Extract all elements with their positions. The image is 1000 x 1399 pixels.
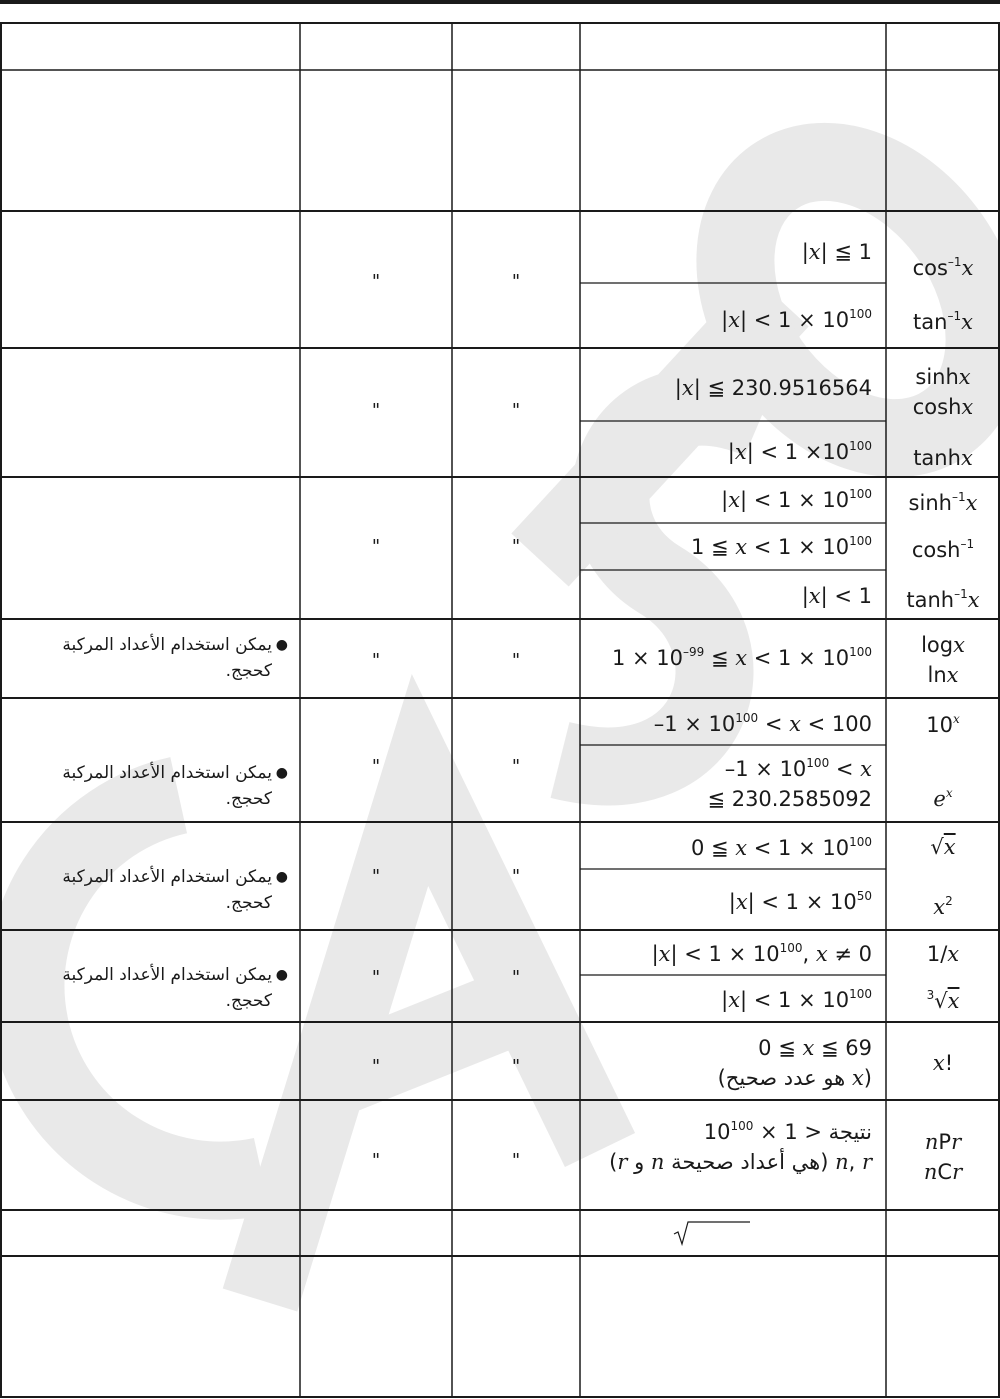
bullet-icon: ● [275,637,288,653]
cond-cbrt: $|x| < 1 \times 10^{100}$ [721,987,872,1012]
complex-args-note: ● يمكن استخدام الأعداد المركبة كحجج. [20,760,300,816]
func-exp: $e^x$ [933,786,953,811]
func-npr-ncr: nPr nCr [923,1130,963,1184]
ditto-mark: " [371,756,381,777]
cond-reciprocal: $|x| < 1 \times 10^{100}$, x ≠ 0 [651,941,872,966]
cond-square: $|x| < 1 \times 10^{50}$ [728,889,872,914]
ditto-mark: " [371,866,381,887]
ditto-mark: " [511,400,521,421]
ditto-mark: " [371,1150,381,1171]
ditto-mark: " [511,650,521,671]
cond-pow10: $-1 \times 10^{100} < x < 100$ [653,711,872,736]
cond-tanh: $|x| < 1 \times 10^{100}$ [727,439,872,464]
func-arctanh: $\tanh^{-1}x$ [906,587,980,612]
ditto-mark: " [511,1150,521,1171]
complex-args-note: ● يمكن استخدام الأعداد المركبة كحجج. [20,632,300,688]
func-arcsinh: $\sinh^{-1}x$ [908,490,978,515]
func-cbrt: $^3$√x [926,988,960,1013]
bullet-icon: ● [275,967,288,983]
func-square: $x^2$ [933,894,953,919]
cond-permutation: نتيجة < $1 \times 10^{100}$ n, r (هي أعداد صحيحة n و r) [609,1119,872,1174]
func-pow10: 10$^x$ [926,712,960,737]
cond-arctanh: |x| < 1 [801,584,872,608]
ditto-mark: " [511,866,521,887]
ditto-mark: " [511,756,521,777]
func-sinh-cosh: sinhx coshx [912,365,974,419]
ditto-mark: " [371,650,381,671]
complex-args-note: ● يمكن استخدام الأعداد المركبة كحجج. [20,864,300,920]
cond-factorial: 0 ≦ x ≦ 69 (x هو عدد صحيح) [717,1036,872,1090]
ditto-mark: " [371,400,381,421]
ditto-mark: " [511,536,521,557]
complex-args-note: ● يمكن استخدام الأعداد المركبة كحجج. [20,962,300,1018]
cond-log: $1 \times 10^{-99}$ ≦ $x < 1 \times 10^{100}$ [612,645,872,670]
ditto-mark: " [371,1056,381,1077]
ditto-mark: " [511,1056,521,1077]
func-arccos: $\cos^{-1}x$ [912,255,974,280]
func-arctan: $\tan^{-1}x$ [913,309,973,334]
cond-arccos: |x| ≦ 1 [801,240,872,264]
ditto-mark: " [511,271,521,292]
cond-arctan: $|x| < 1 \times 10^{100}$ [721,307,872,332]
cond-arccosh: 1 ≦ $x < 1 \times 10^{100}$ [690,534,872,559]
ditto-mark: " [511,967,521,988]
ditto-mark: " [371,271,381,292]
cond-sinh-cosh: |x| ≦ 230.9516564 [674,376,872,400]
func-log-ln: logx lnx [921,633,965,687]
func-arccosh: $\cosh^{-1}$ [911,537,975,562]
radical-sign [672,1218,762,1248]
cond-exp: $-1 \times 10^{100} < x$ ≦ 230.2585092 [707,756,872,811]
cond-arcsinh: $|x| < 1 \times 10^{100}$ [721,487,872,512]
func-tanh: tanhx [913,446,973,470]
func-reciprocal: 1/x [926,942,960,966]
func-factorial: x! [932,1051,954,1075]
ditto-mark: " [371,967,381,988]
func-sqrt: √x [930,835,956,859]
cond-sqrt: 0 ≦ $x < 1 \times 10^{100}$ [690,835,872,860]
bullet-icon: ● [275,869,288,885]
bullet-icon: ● [275,765,288,781]
radical-icon [672,1218,752,1248]
ditto-mark: " [371,536,381,557]
